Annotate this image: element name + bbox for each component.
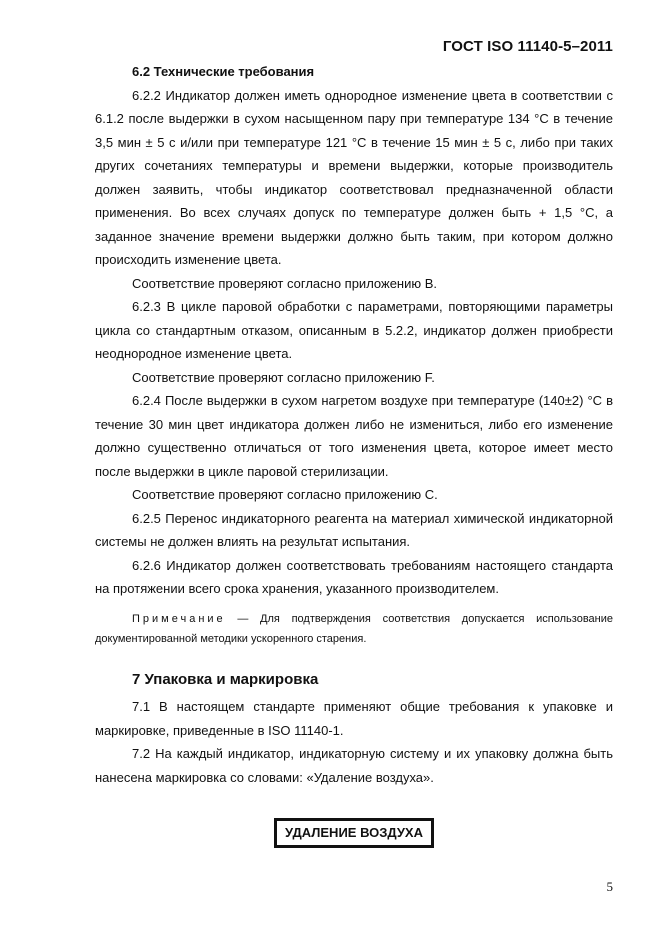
paragraph-7-1: 7.1 В настоящем стандарте применяют общие требования к упаковке и маркировке, приведенные в ISO 11140-1.	[95, 699, 613, 738]
paragraph-6-2-3: 6.2.3 В цикле паровой обработки с параметрами, повторяющими параметры цикла со стандартным отказом, описанным в 5.2.2, индикатор должен приобрести неоднородное изменение цвета.	[95, 299, 613, 361]
paragraph-6-2-4: 6.2.4 После выдержки в сухом нагретом воздухе при температуре (140±2) °С в течение 30 мин цвет индикатора должен либо не измениться, либо его изменение должно существенно отличаться от того изменения цвета, которое имеет место после выдержки в цикле паровой стерилизации.	[95, 393, 613, 479]
marking-box: УДАЛЕНИЕ ВОЗДУХА	[274, 818, 434, 848]
page-number: 5	[606, 879, 613, 894]
paragraph-6-2-3-check: Соответствие проверяют согласно приложению F.	[132, 369, 435, 385]
paragraph-6-2-2: 6.2.2 Индикатор должен иметь однородное изменение цвета в соответствии с 6.1.2 после выдержки в сухом насыщенном пару при температуре 134 °С в течение 3,5 мин ± 5 с и/или при температуре 121 °С в течение 15 мин ± 5 с, либо при таких других сочетаниях температуры и времени выдержки, которые производитель должен заявить, чтобы индикатор соответствовал предназначенной области применения. Во всех случаях допуск по температуре должен быть + 1,5 °С, а заданное значение времени выдержки должно быть таким, при котором должно происходить изменение цвета.	[95, 87, 613, 267]
note-text: — Для подтверждения соответствия допускается использование документированной методики ускоренного старения.	[95, 612, 613, 645]
section-6-2-title: 6.2 Технические требования	[132, 64, 315, 79]
paragraph-6-2-4-check: Соответствие проверяют согласно приложению С.	[132, 487, 438, 502]
note	[95, 609, 613, 649]
section-7-title: 7 Упаковка и маркировка	[132, 670, 319, 688]
note-label: Примечание	[132, 612, 226, 625]
page-content	[95, 60, 613, 848]
paragraph-6-2-2-check: Соответствие проверяют согласно приложению В.	[132, 275, 438, 291]
paragraph-6-2-5: 6.2.5 Перенос индикаторного реагента на материал химической индикаторной системы не должен влиять на результат испытания.	[95, 510, 613, 549]
paragraph-6-2-6: 6.2.6 Индикатор должен соответствовать требованиям настоящего стандарта на протяжении всего срока хранения, указанного производителем.	[95, 557, 613, 596]
paragraph-7-2: 7.2 На каждый индикатор, индикаторную систему и их упаковку должна быть нанесена маркировка со словами: «Удаление воздуха».	[95, 746, 613, 785]
document-id-header: ГОСТ ISO 11140-5–2011	[442, 38, 613, 55]
marking-box-wrapper	[95, 818, 613, 848]
